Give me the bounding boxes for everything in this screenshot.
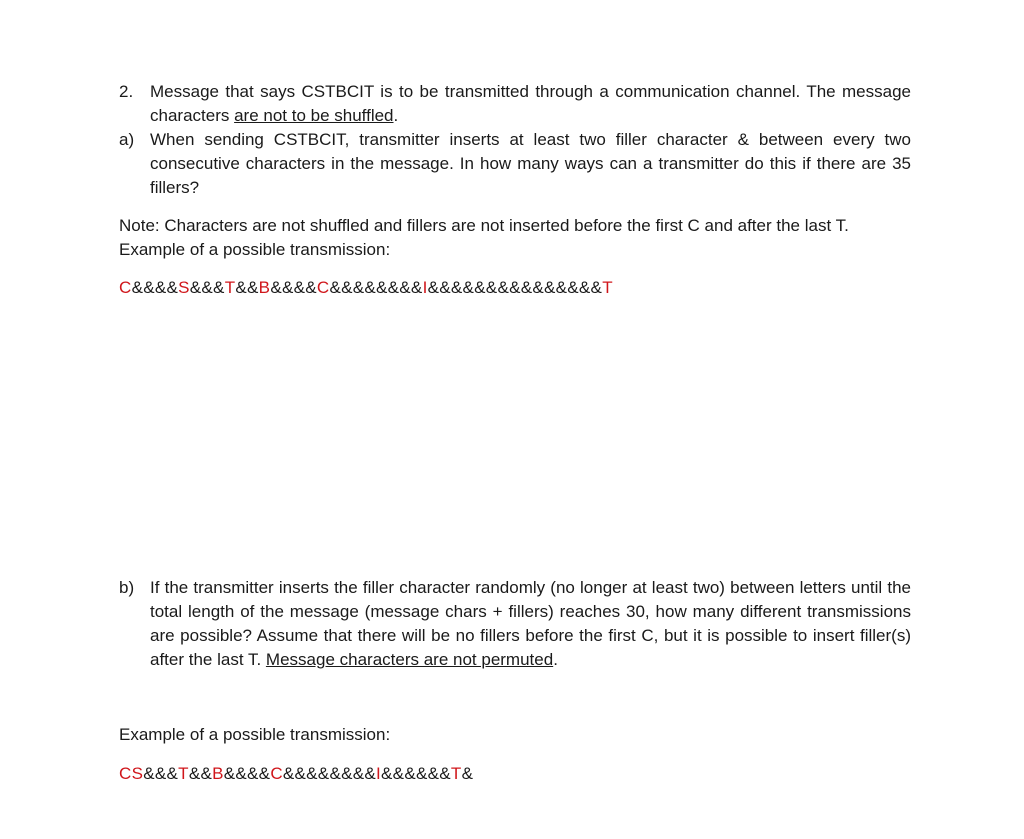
message-char: C (119, 278, 132, 297)
message-char: T (450, 764, 462, 783)
example-transmission-a (119, 276, 613, 300)
question-part-a (119, 128, 911, 200)
message-char: C (270, 764, 283, 783)
filler-run: &&&&&&&& (282, 764, 377, 783)
message-char: T (602, 278, 613, 297)
question-2-number: 2. (119, 82, 134, 101)
filler-run: &&&& (270, 278, 317, 297)
question-2 (119, 80, 911, 128)
example-label-b: Example of a possible transmission: (119, 725, 391, 744)
message-char: I (376, 764, 382, 783)
part-b-label: b) (119, 578, 135, 597)
part-a-text: When sending CSTBCIT, transmitter inserts at least two filler character & between every two consecutive characters in the message. In how many ways can a transmitter do this if there are 35 fillers? (150, 130, 911, 197)
question-part-b (119, 576, 911, 672)
filler-run: &&&& (223, 764, 271, 783)
message-char: S (178, 278, 190, 297)
filler-run: &&& (143, 764, 179, 783)
note-line: Note: Characters are not shuffled and fillers are not inserted before the first C and after the last T. (119, 216, 849, 235)
filler-run: && (235, 278, 259, 297)
filler-run: & (461, 764, 474, 783)
question-2-text: Message that says CSTBCIT is to be transmitted through a communication channel. The message characters are not to be shuffled. (150, 82, 911, 125)
filler-run: &&&& (131, 278, 179, 297)
message-char: T (178, 764, 189, 783)
message-char: C (119, 764, 132, 783)
example-transmission-b (119, 762, 473, 786)
message-char: B (212, 764, 224, 783)
filler-run: &&&&&& (381, 764, 451, 783)
message-char: C (316, 278, 330, 297)
message-char: S (131, 764, 144, 783)
example-label-a: Example of a possible transmission: (119, 240, 391, 259)
filler-run: &&&&&&&&&&&&&&& (427, 278, 603, 297)
part-b-text: If the transmitter inserts the filler character randomly (no longer at least two) between letters until the total length of the message (message chars + fillers) reaches 30, how many different transmissions are possible? Assume that there will be no fillers before the first C, but it is possible to insert filler(s) after the last T. Message characters are not permuted. (150, 578, 911, 669)
message-char: I (422, 278, 428, 297)
part-a-label: a) (119, 130, 135, 149)
filler-run: &&&&&&&& (329, 278, 423, 297)
filler-run: &&& (189, 278, 225, 297)
underlined-phrase: are not to be shuffled (234, 106, 394, 125)
message-char: T (224, 278, 236, 297)
underlined-phrase: Message characters are not permuted (265, 650, 554, 669)
filler-run: && (188, 764, 213, 783)
message-char: B (258, 278, 271, 297)
